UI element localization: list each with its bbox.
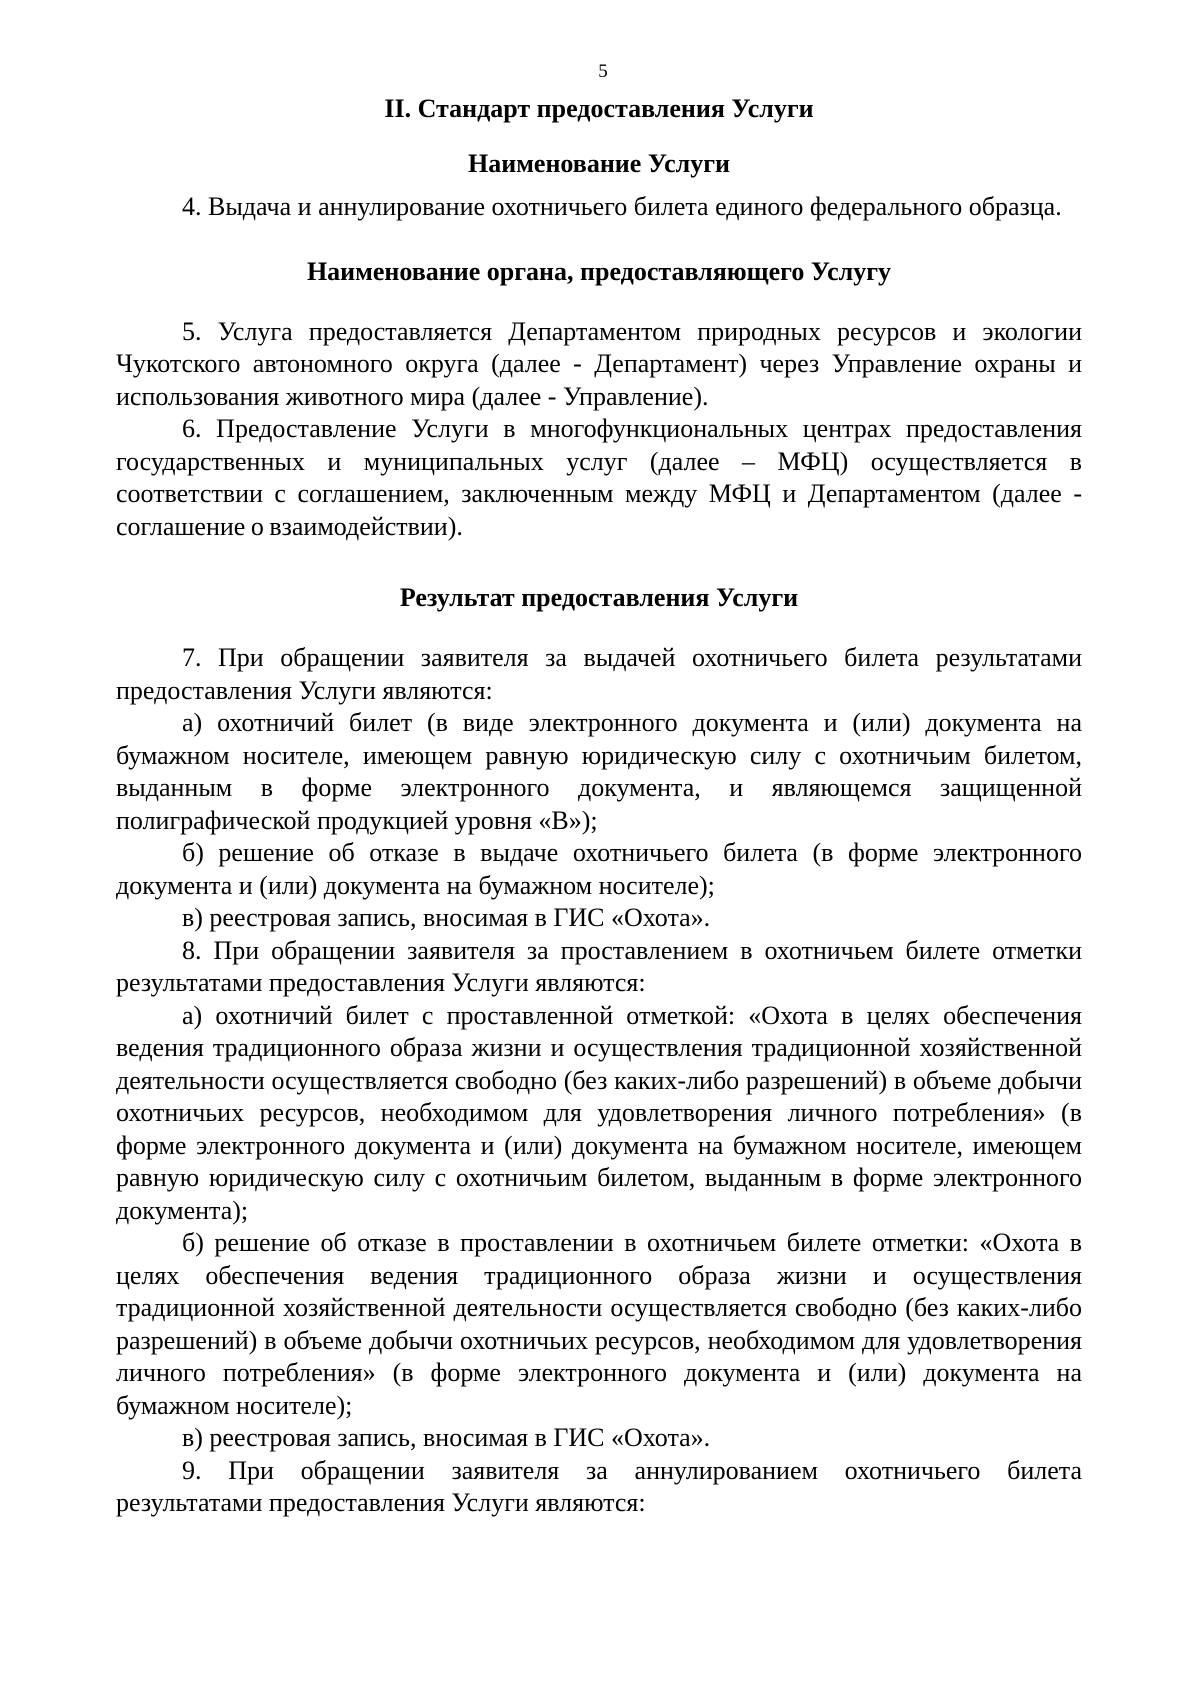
paragraph-6: 6. Предоставление Услуги в многофункциональных центрах предоставления государственных и муниципальных услуг (далее – МФЦ) осуществляется в соответствии с соглашением, заключенным между МФЦ и Департаментом (далее - соглашение о взаимодействии). bbox=[116, 414, 1082, 541]
document-page bbox=[116, 60, 1082, 1520]
subsection-title-result: Результат предоставления Услуги bbox=[399, 583, 799, 612]
section-heading: II. Стандарт предоставления Услуги bbox=[384, 94, 814, 123]
page-number: 5 bbox=[598, 61, 608, 82]
paragraph-7a: а) охотничий билет (в виде электронного документа и (или) документа на бумажном носителе, имеющем равную юридическую силу с охотничьим билетом, выданным в форме электронного документа, и являющемся защищенной полиграфической продукцией уровня «В»); bbox=[116, 708, 1082, 835]
paragraph-8v: в) реестровая запись, вносимая в ГИС «Охота». bbox=[182, 1423, 711, 1452]
paragraph-4: 4. Выдача и аннулирование охотничьего билета единого федерального образца. bbox=[182, 192, 1062, 221]
paragraph-8: 8. При обращении заявителя за проставлением в охотничьем билете отметки результатами предоставления Услуги являются: bbox=[116, 935, 1082, 997]
paragraph-7v: в) реестровая запись, вносимая в ГИС «Охота». bbox=[182, 903, 711, 932]
paragraph-8a: а) охотничий билет с проставленной отметкой: «Охота в целях обеспечения ведения традиционного образа жизни и осуществления традиционной хозяйственной деятельности осуществляется свободно (без каких-либо разрешений) в объеме добычи охотничьих ресурсов, необходимом для удовлетворения личного потребления» (в форме электронного документа и (или) документа на бумажном носителе, имеющем равную юридическую силу с охотничьим билетом, выданным в форме электронного документа); bbox=[116, 1000, 1082, 1225]
subsection-title-provider: Наименование органа, предоставляющего Услугу bbox=[306, 256, 892, 286]
subsection-title-service-name: Наименование Услуги bbox=[467, 149, 731, 178]
paragraph-8b: б) решение об отказе в проставлении в охотничьем билете отметки: «Охота в целях обеспечения ведения традиционного образа жизни и осуществления традиционной хозяйственной деятельности осуществляется свободно (без каких-либо разрешений) в объеме добычи охотничьих ресурсов, необходимом для удовлетворения личного потребления» (в форме электронного документа и (или) документа на бумажном носителе); bbox=[116, 1228, 1082, 1420]
paragraph-7: 7. При обращении заявителя за выдачей охотничьего билета результатами предоставления Услуги являются: bbox=[116, 643, 1082, 705]
paragraph-7b: б) решение об отказе в выдаче охотничьего билета (в форме электронного документа и (или) документа на бумажном носителе); bbox=[116, 838, 1082, 900]
paragraph-9: 9. При обращении заявителя за аннулированием охотничьего билета результатами предоставления Услуги являются: bbox=[116, 1455, 1082, 1517]
paragraph-5: 5. Услуга предоставляется Департаментом природных ресурсов и экологии Чукотского автономного округа (далее - Департамент) через Управление охраны и использования животного мира (далее - Управление). bbox=[116, 316, 1082, 411]
